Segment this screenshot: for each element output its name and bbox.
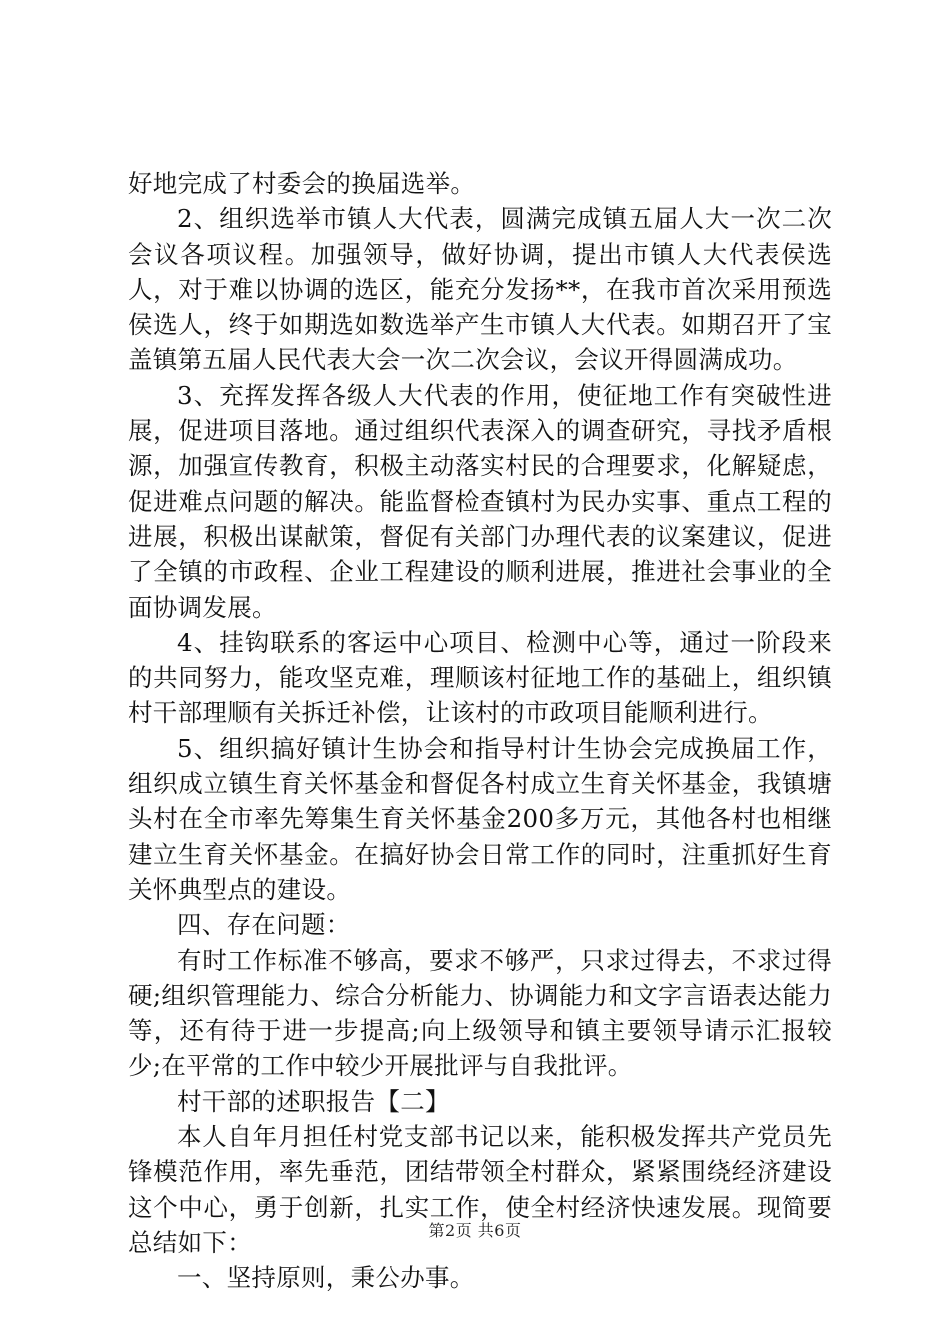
paragraph: 好地完成了村委会的换届选举。: [128, 169, 476, 198]
paragraph: 5、组织搞好镇计生协会和指导村计生协会完成换届工作，组织成立镇生育关怀基金和督促各村成立生育关怀基金，我镇塘头村在全市率先筹集生育关怀基金200多万元，其他各村也相继建立生育关怀基金。在搞好协会日常工作的同时，注重抓好生育关怀典型点的建设。: [128, 733, 832, 904]
paragraph: 2、组织选举市镇人大代表，圆满完成镇五届人大一次二次会议各项议程。加强领导，做好协调，提出市镇人大代表侯选人，对于难以协调的选区，能充分发扬**，在我市首次采用预选侯选人，终于如期选如数选举产生市镇人大代表。如期召开了宝盖镇第五届人民代表大会一次二次会议，会议开得圆满成功。: [128, 204, 832, 375]
page-footer: [0, 1218, 950, 1241]
page-number: 第2页 共6页: [428, 1221, 522, 1240]
section-title: 村干部的述职报告【二】: [177, 1086, 450, 1116]
paragraph: 有时工作标准不够高，要求不够严，只求过得去，不求过得硬;组织管理能力、综合分析能力、协调能力和文字言语表达能力等，还有待于进一步提高;向上级领导和镇主要领导请示汇报较少;在平常的工作中较少开展批评与自我批评。: [128, 945, 832, 1081]
paragraph: 本人自年月担任村党支部书记以来，能积极发挥共产党员先锋模范作用，率先垂范，团结带领全村群众，紧紧围绕经济建设这个中心，勇于创新，扎实工作，使全村经济快速发展。现简要总结如下：: [128, 1122, 832, 1257]
document-body: [128, 166, 832, 1296]
paragraph: 4、挂钩联系的客运中心项目、检测中心等，通过一阶段来的共同努力，能攻坚克难，理顺该村征地工作的基础上，组织镇村干部理顺有关拆迁补偿，让该村的市政项目能顺利进行。: [128, 627, 832, 728]
section-heading: 一、坚持原则，秉公办事。: [177, 1263, 475, 1293]
section-heading: 四、存在问题：: [177, 910, 351, 940]
paragraph: 3、充挥发挥各级人大代表的作用，使征地工作有突破性进展，促进项目落地。通过组织代表深入的调查研究，寻找矛盾根源，加强宣传教育，积极主动落实村民的合理要求，化解疑虑，促进难点问题的解决。能监督检查镇村为民办实事、重点工程的进展，积极出谋献策，督促有关部门办理代表的议案建议，促进了全镇的市政程、企业工程建设的顺利进展，推进社会事业的全面协调发展。: [128, 380, 832, 622]
